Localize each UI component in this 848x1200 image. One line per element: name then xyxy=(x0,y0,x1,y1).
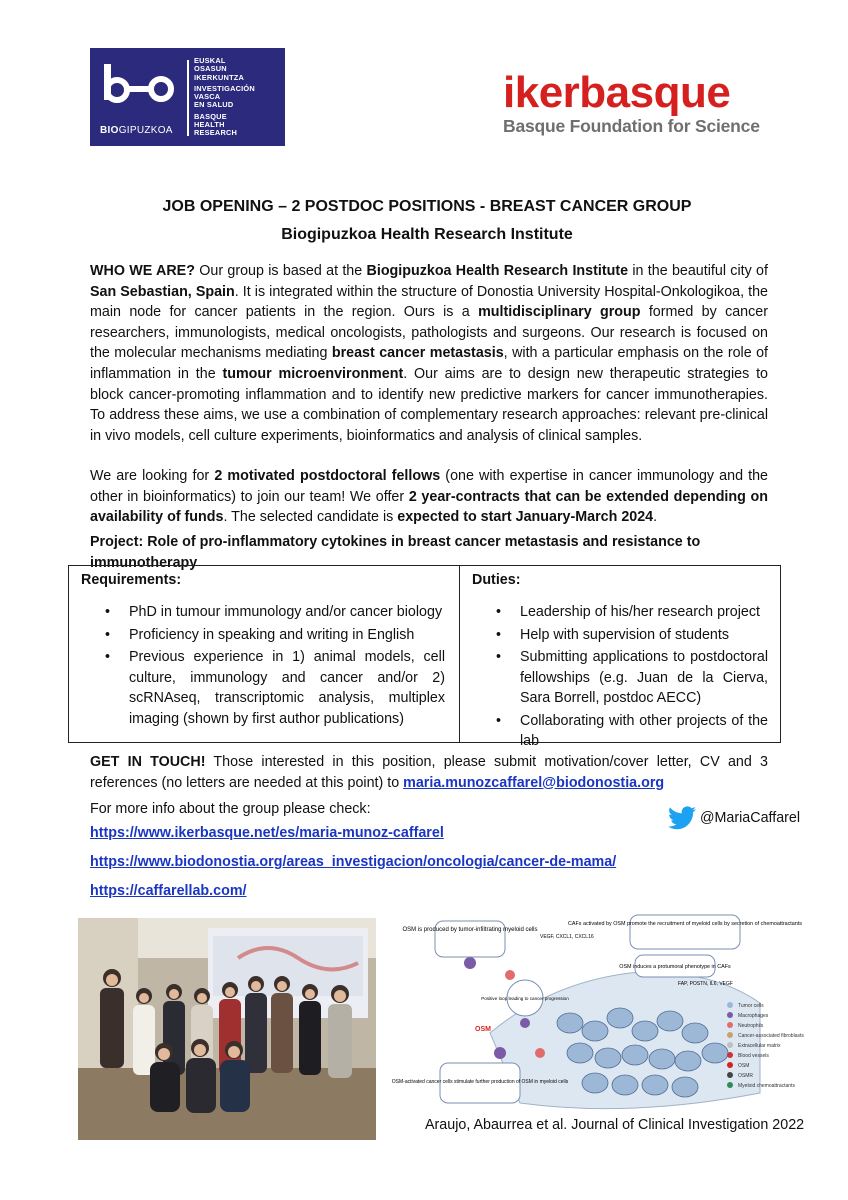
diagram-label-2: FAP, POSTN, IL6, VEGF xyxy=(678,981,733,987)
list-item: • Proficiency in speaking and writing in English xyxy=(105,626,415,643)
institution-lines: EUSKAL OSASUN IKERKUNTZA INVESTIGACIÓN VASCA EN SALUD BASQUE HEALTH RESEARCH xyxy=(194,56,255,138)
list-item: • Submitting applications to postdoctoral fellowships (e.g. Juan de la Cierva, Sara Borrell, postdoc AECC) xyxy=(496,649,768,706)
duties-column xyxy=(460,566,780,749)
looking-for-paragraph: We are looking for 2 motivated postdoctoral fellows (one with expertise in cancer immunology and the other in bioinformatics) to join our team! We offer 2 year-contracts that can be extended depending on availability of funds. The selected candidate is expected to start January-March 2024. xyxy=(90,468,769,526)
diagram-box-5: OSM-activated cancer cells stimulate further production of OSM in myeloid cells xyxy=(391,1079,569,1085)
legend-item: Macrophages xyxy=(738,1013,769,1019)
project-line: Project: Role of pro-inflammatory cytokines in breast cancer metastasis and resistance to immunotherapy xyxy=(90,534,701,571)
who-we-are-paragraph: WHO WE ARE? Our group is based at the Biogipuzkoa Health Research Institute in the beautiful city of San Sebastian, Spain. It is integrated within the structure of Donostia University Hospital-Onkologikoa, the main node for cancer patients in the region. Ours is a multidisciplinary group formed by cancer researchers, immunologists, medical oncologists, pathologists and surgeons. Our research is focused on the molecular mechanisms mediating breast cancer metastasis, with a particular emphasis on the role of inflammation in the tumour microenvironment. Our aims are to design new therapeutic strategies to block cancer-promoting inflammation and to identify new predictive markers for cancer immunotherapies. To address these aims, we use a combination of complementary research approaches: relevant pre-clinical in vivo models, cell culture experiments, bioinformatics and analysis of clinical samples. xyxy=(90,263,769,444)
diagram-label-1: VEGF, CXCL1, CXCL16 xyxy=(540,934,594,940)
logo-divider xyxy=(187,60,189,136)
legend-item: Extracellular matrix xyxy=(738,1043,781,1049)
legend-item: Cancer-associated fibroblasts xyxy=(738,1033,804,1039)
page-subtitle: Biogipuzkoa Health Research Institute xyxy=(281,226,573,243)
list-item: • Help with supervision of students xyxy=(496,626,730,643)
legend-item: OSMR xyxy=(738,1073,753,1079)
ikerbasque-tagline: Basque Foundation for Science xyxy=(503,116,760,136)
twitter-bird-icon xyxy=(668,806,696,830)
more-info-text: For more info about the group please check: xyxy=(90,801,371,817)
legend-item: Neutrophils xyxy=(738,1023,764,1029)
caffarellab-link[interactable]: https://caffarellab.com/ xyxy=(90,883,247,899)
diagram-box-4: Positive loop leading to cancer progression xyxy=(481,996,569,1001)
legend-item: OSM xyxy=(738,1063,750,1069)
page-title: JOB OPENING – 2 POSTDOC POSITIONS - BREAST CANCER GROUP xyxy=(162,198,692,215)
biodonostia-link[interactable]: https://www.biodonostia.org/areas_investigacion/oncologia/cancer-de-mama/ xyxy=(90,854,617,870)
group-photo-illustration xyxy=(78,918,376,1140)
legend-item: Myeloid chemoattractants xyxy=(738,1083,795,1089)
diagram-box-2: CAFs activated by OSM promote the recruitment of myeloid cells by secretion of chemoattractants xyxy=(568,921,802,927)
diagram-label-osm: OSM xyxy=(475,1026,491,1033)
tumor-microenvironment-diagram xyxy=(391,913,815,1118)
ikerbasque-logo xyxy=(503,70,763,146)
requirements-column xyxy=(69,566,460,742)
list-item: • Previous experience in 1) animal models, cell culture, immunology and cancer and/or 2) scRNAseq, transcriptomic analysis, multiplex imaging (shown by first author publications) xyxy=(105,649,445,727)
requirements-heading: Requirements: xyxy=(81,572,182,588)
legend-item: Blood vessels xyxy=(738,1053,769,1059)
diagram-box-1: OSM is produced by tumor-infiltrating myeloid cells xyxy=(402,927,538,933)
twitter-handle-text: @MariaCaffarel xyxy=(700,810,801,826)
requirements-duties-table xyxy=(68,565,781,749)
duties-heading: Duties: xyxy=(472,572,521,588)
email-link[interactable]: maria.munozcaffarel@biodonostia.org xyxy=(403,774,665,791)
group-photo xyxy=(78,918,376,1140)
diagram-box-3: OSM induces a protumoral phenotype in CAFs xyxy=(619,964,731,970)
list-item: • PhD in tumour immunology and/or cancer biology xyxy=(105,604,443,620)
ikerbasque-wordmark: ikerbasque xyxy=(503,68,731,117)
biogipuzkoa-name: BIOGIPUZKOA xyxy=(100,125,173,136)
bio-mark-icon xyxy=(100,58,178,116)
figure-caption: Araujo, Abaurrea et al. Journal of Clinical Investigation 2022 xyxy=(425,1117,805,1133)
twitter-handle[interactable] xyxy=(668,806,800,830)
ikerbasque-profile-link[interactable]: https://www.ikerbasque.net/es/maria-munoz-caffarel xyxy=(90,825,444,841)
legend-item: Tumor cells xyxy=(738,1003,764,1009)
list-item: • Collaborating with other projects of the lab xyxy=(496,712,768,749)
get-in-touch-paragraph: GET IN TOUCH! Those interested in this position, please submit motivation/cover letter, CV and 3 references (no letters are needed at this point) to maria.munozcaffarel@biodonostia.org xyxy=(90,754,768,791)
biogipuzkoa-logo xyxy=(90,48,285,146)
list-item: • Leadership of his/her research project xyxy=(496,604,761,620)
